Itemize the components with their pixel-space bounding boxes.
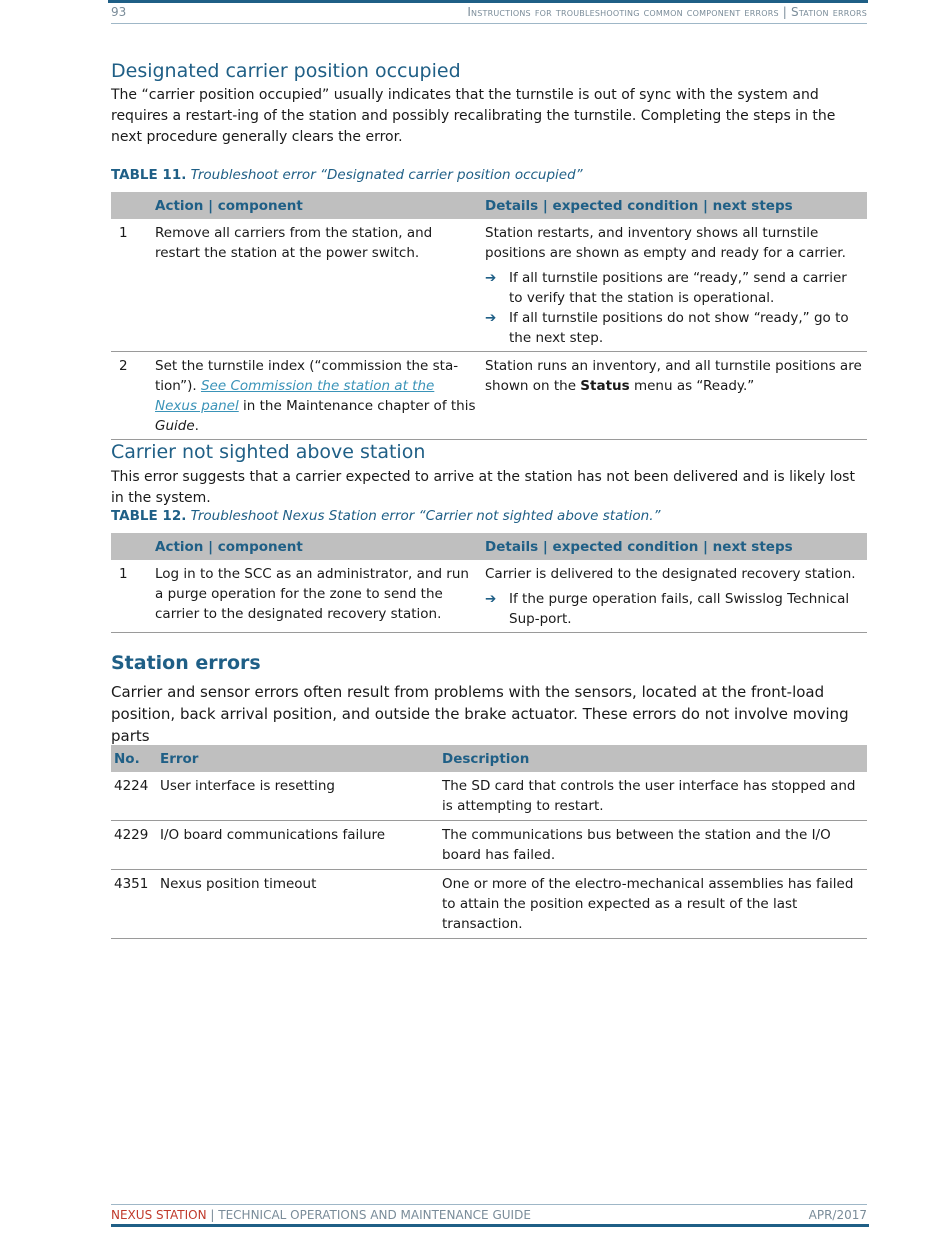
section-heading-station-errors: Station errors [111,652,261,674]
footer-left [111,1208,531,1222]
step-number: 2 [111,352,151,440]
error-description: One or more of the electro-mechanical assemblies has failed to attain the position expected as a result of the last transaction. [439,870,867,939]
table-11-label: TABLE 11. [111,167,187,183]
step-action: Log in to the SCC as an administrator, and run a purge operation for the zone to send the carrier to the designated recovery station. [151,560,481,633]
table-header-row [111,533,867,560]
footer-rule [111,1224,869,1227]
table-11 [111,192,867,440]
station-errors-table [111,745,867,939]
error-description: The communications bus between the station and the I/O board has failed. [439,821,867,870]
list-item: ➔ If all turnstile positions do not show “ready,” go to the next step. [485,310,849,346]
section-body-station-errors: Carrier and sensor errors often result from problems with the sensors, located at the front-load position, back arrival position, and outside the brake actuator. These errors do not involve moving parts [111,683,849,745]
page-number: 93 [111,5,127,19]
step-number: 1 [111,560,151,633]
step-details: Station runs an inventory, and all turnstile positions are shown on the Status menu as “Ready.” [481,352,867,440]
footer-product: NEXUS STATION [111,1208,207,1222]
col-description: Description [439,745,867,772]
col-number [111,533,151,560]
error-name: User interface is resetting [157,772,439,821]
arrow-right-icon: ➔ [485,270,497,286]
table-12-title: Troubleshoot Nexus Station error “Carrier not sighted above station.” [190,508,661,524]
header-rule [108,0,868,3]
page-header [111,5,867,24]
error-number: 4224 [111,772,157,821]
step-action: Remove all carriers from the station, and restart the station at the power switch. [151,219,481,352]
table-row [111,772,867,821]
error-number: 4351 [111,870,157,939]
col-details: Details | expected condition | next steps [481,192,867,219]
status-menu-name: Status [580,378,630,394]
col-error: Error [157,745,439,772]
col-no: No. [111,745,157,772]
footer-guide: | TECHNICAL OPERATIONS AND MAINTENANCE GUIDE [206,1208,531,1222]
list-item: ➔ If all turnstile positions are “ready,” send a carrier to verify that the station is operational. [485,270,847,306]
step-details-text: Station restarts, and inventory shows all turnstile positions are shown as empty and ready for a carrier. [485,225,846,261]
section-heading-carrier-not-sighted: Carrier not sighted above station [111,441,426,463]
col-action: Action | component [151,192,481,219]
commission-station-link[interactable]: See Commission the station at the Nexus panel [155,378,435,414]
error-name: I/O board communications failure [157,821,439,870]
table-11-title: Troubleshoot error “Designated carrier position occupied” [190,167,583,183]
next-steps-list [485,268,863,348]
table-12-caption [111,508,660,524]
table-12-label: TABLE 12. [111,508,187,524]
section-body-carrier-position: The “carrier position occupied” usually indicates that the turnstile is out of sync with the system and requires a restart-ing of the station and possibly recalibrating the turnstile. Completing the steps in the next procedure generally clears the error. [111,87,836,145]
step-details-text: Carrier is delivered to the designated recovery station. [485,566,856,582]
table-row [111,560,867,633]
step-details [481,560,867,633]
col-details: Details | expected condition | next steps [481,533,867,560]
header-title: Instructions for troubleshooting common component errors | Station errors [467,5,867,19]
error-name: Nexus position timeout [157,870,439,939]
footer-date: APR/2017 [808,1208,867,1222]
page-footer [111,1204,867,1226]
table-row [111,821,867,870]
step-action: Set the turnstile index (“commission the sta-tion”). See Commission the station at the Nexus panel in the Maintenance chapter of this Guide. [151,352,481,440]
step-number: 1 [111,219,151,352]
table-11-caption [111,167,583,183]
table-12 [111,533,867,633]
next-steps-list [485,589,863,629]
table-header-row [111,745,867,772]
table-header-row [111,192,867,219]
table-row [111,219,867,352]
error-description: The SD card that controls the user interface has stopped and is attempting to restart. [439,772,867,821]
list-item: ➔ If the purge operation fails, call Swisslog Technical Sup-port. [485,591,850,627]
table-row [111,870,867,939]
arrow-right-icon: ➔ [485,310,497,326]
error-number: 4229 [111,821,157,870]
section-heading-carrier-position: Designated carrier position occupied [111,60,461,82]
col-action: Action | component [151,533,481,560]
step-details [481,219,867,352]
section-body-carrier-not-sighted: This error suggests that a carrier expected to arrive at the station has not been delivered and is likely lost in the system. [111,469,855,506]
table-row [111,352,867,440]
col-number [111,192,151,219]
arrow-right-icon: ➔ [485,591,497,607]
